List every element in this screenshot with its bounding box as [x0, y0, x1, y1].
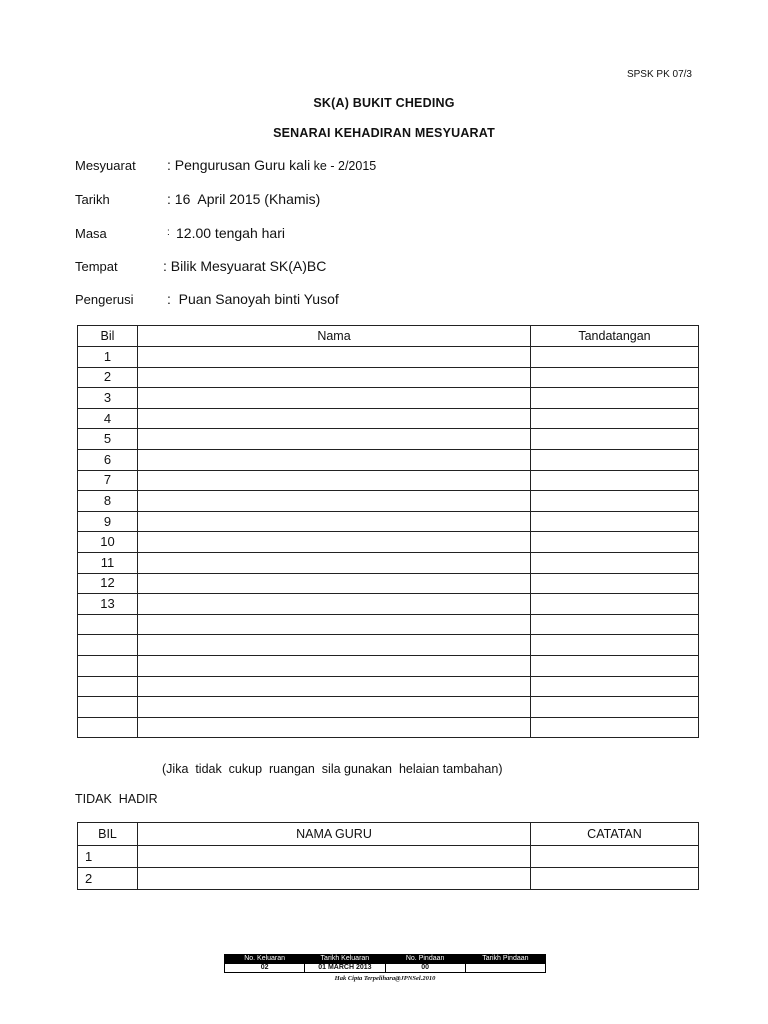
attendance-name-cell[interactable]	[138, 717, 531, 738]
attendance-bil-cell	[78, 655, 138, 676]
attendance-signature-cell[interactable]	[531, 449, 699, 470]
meta-masa	[75, 226, 675, 246]
header-bil: Bil	[78, 326, 138, 347]
attendance-signature-cell[interactable]	[531, 697, 699, 718]
attendance-signature-cell[interactable]	[531, 491, 699, 512]
attendance-bil-cell: 2	[78, 367, 138, 388]
absent-header-nama: NAMA GURU	[138, 823, 531, 846]
attendance-row	[78, 408, 699, 429]
attendance-row	[78, 655, 699, 676]
header-tandatangan: Tandatangan	[531, 326, 699, 347]
attendance-signature-cell[interactable]	[531, 408, 699, 429]
attendance-name-cell[interactable]	[138, 655, 531, 676]
absent-bil-cell: 1	[78, 846, 138, 868]
attendance-row	[78, 470, 699, 491]
attendance-bil-cell: 4	[78, 408, 138, 429]
attendance-bil-cell	[78, 635, 138, 656]
control-value-row	[225, 964, 546, 973]
attendance-name-cell[interactable]	[138, 532, 531, 553]
attendance-signature-cell[interactable]	[531, 676, 699, 697]
attendance-signature-cell[interactable]	[531, 655, 699, 676]
attendance-name-cell[interactable]	[138, 408, 531, 429]
meta-label-tarikh: Tarikh	[75, 192, 110, 207]
attendance-row	[78, 347, 699, 368]
document-title: SENARAI KEHADIRAN MESYUARAT	[273, 126, 495, 140]
meta-value-pengerusi: : Puan Sanoyah binti Yusof	[167, 291, 339, 307]
attendance-signature-cell[interactable]	[531, 532, 699, 553]
attendance-bil-cell	[78, 614, 138, 635]
absent-name-cell[interactable]	[138, 868, 531, 890]
meta-label-mesyuarat: Mesyuarat	[75, 158, 136, 173]
attendance-signature-cell[interactable]	[531, 347, 699, 368]
attendance-signature-cell[interactable]	[531, 573, 699, 594]
attendance-bil-cell: 5	[78, 429, 138, 450]
absent-row	[78, 846, 699, 868]
control-header-no-pindaan: No. Pindaan	[385, 955, 465, 964]
control-value-tarikh-pindaan	[465, 964, 545, 973]
attendance-row	[78, 491, 699, 512]
attendance-signature-cell[interactable]	[531, 429, 699, 450]
attendance-signature-cell[interactable]	[531, 388, 699, 409]
attendance-bil-cell: 11	[78, 552, 138, 573]
attendance-row	[78, 573, 699, 594]
attendance-table	[77, 325, 699, 738]
attendance-name-cell[interactable]	[138, 635, 531, 656]
attendance-bil-cell: 9	[78, 511, 138, 532]
meta-label-pengerusi: Pengerusi	[75, 292, 134, 307]
attendance-name-cell[interactable]	[138, 697, 531, 718]
attendance-bil-cell: 10	[78, 532, 138, 553]
attendance-signature-cell[interactable]	[531, 511, 699, 532]
attendance-signature-cell[interactable]	[531, 717, 699, 738]
attendance-row	[78, 594, 699, 615]
control-header-tarikh-keluaran: Tarikh Keluaran	[305, 955, 385, 964]
attendance-row	[78, 552, 699, 573]
absent-row	[78, 868, 699, 890]
absent-note-cell[interactable]	[531, 846, 699, 868]
control-value-no-pindaan: 00	[385, 964, 465, 973]
attendance-row	[78, 367, 699, 388]
attendance-signature-cell[interactable]	[531, 594, 699, 615]
attendance-row	[78, 429, 699, 450]
attendance-name-cell[interactable]	[138, 552, 531, 573]
attendance-signature-cell[interactable]	[531, 614, 699, 635]
attendance-row	[78, 449, 699, 470]
absent-section-title: TIDAK HADIR	[75, 792, 158, 806]
meta-tarikh	[75, 192, 675, 212]
attendance-bil-cell: 13	[78, 594, 138, 615]
attendance-signature-cell[interactable]	[531, 635, 699, 656]
attendance-row	[78, 388, 699, 409]
absent-name-cell[interactable]	[138, 846, 531, 868]
control-header-no-keluaran: No. Keluaran	[225, 955, 305, 964]
header-nama: Nama	[138, 326, 531, 347]
attendance-bil-cell	[78, 697, 138, 718]
attendance-bil-cell: 3	[78, 388, 138, 409]
attendance-row	[78, 697, 699, 718]
attendance-name-cell[interactable]	[138, 676, 531, 697]
school-name: SK(A) BUKIT CHEDING	[313, 96, 455, 110]
copyright-notice: Hak Cipta Terpelihara@JPNSel.2010	[334, 975, 436, 982]
extra-sheet-note: (Jika tidak cukup ruangan sila gunakan helaian tambahan)	[162, 762, 503, 776]
meta-value-mesyuarat	[167, 157, 376, 173]
absent-table	[77, 822, 699, 890]
attendance-bil-cell	[78, 676, 138, 697]
attendance-name-cell[interactable]	[138, 491, 531, 512]
document-control-table	[224, 954, 546, 973]
meta-colon-masa: :	[167, 227, 170, 238]
absent-header-catatan: CATATAN	[531, 823, 699, 846]
attendance-signature-cell[interactable]	[531, 470, 699, 491]
attendance-signature-cell[interactable]	[531, 367, 699, 388]
attendance-header-row	[78, 326, 699, 347]
attendance-name-cell[interactable]	[138, 449, 531, 470]
attendance-bil-cell: 6	[78, 449, 138, 470]
meta-value-mesyuarat-session: ke - 2/2015	[310, 159, 377, 173]
attendance-signature-cell[interactable]	[531, 552, 699, 573]
attendance-name-cell[interactable]	[138, 347, 531, 368]
attendance-row	[78, 511, 699, 532]
attendance-row	[78, 717, 699, 738]
attendance-row	[78, 532, 699, 553]
control-value-no-keluaran: 02	[225, 964, 305, 973]
attendance-name-cell[interactable]	[138, 367, 531, 388]
meta-pengerusi	[75, 292, 675, 312]
absent-note-cell[interactable]	[531, 868, 699, 890]
attendance-bil-cell: 7	[78, 470, 138, 491]
attendance-row	[78, 635, 699, 656]
attendance-bil-cell	[78, 717, 138, 738]
attendance-name-cell[interactable]	[138, 594, 531, 615]
meta-tempat	[75, 259, 675, 279]
attendance-name-cell[interactable]	[138, 388, 531, 409]
absent-bil-cell: 2	[78, 868, 138, 890]
meta-value-tempat: : Bilik Mesyuarat SK(A)BC	[163, 258, 327, 274]
attendance-name-cell[interactable]	[138, 429, 531, 450]
absent-header-bil: BIL	[78, 823, 138, 846]
attendance-name-cell[interactable]	[138, 511, 531, 532]
attendance-row	[78, 676, 699, 697]
control-header-row	[225, 955, 546, 964]
attendance-name-cell[interactable]	[138, 614, 531, 635]
absent-header-row	[78, 823, 699, 846]
meta-label-masa: Masa	[75, 226, 107, 241]
form-code: SPSK PK 07/3	[626, 69, 692, 80]
attendance-bil-cell: 12	[78, 573, 138, 594]
attendance-bil-cell: 8	[78, 491, 138, 512]
meta-label-tempat: Tempat	[75, 259, 118, 274]
meta-value-tarikh: : 16 April 2015 (Khamis)	[167, 191, 321, 207]
attendance-name-cell[interactable]	[138, 470, 531, 491]
attendance-bil-cell: 1	[78, 347, 138, 368]
attendance-name-cell[interactable]	[138, 573, 531, 594]
control-value-tarikh-keluaran: 01 MARCH 2013	[305, 964, 385, 973]
meta-mesyuarat	[75, 158, 675, 178]
meta-value-masa: 12.00 tengah hari	[176, 225, 285, 241]
meta-value-mesyuarat-main: : Pengurusan Guru kali	[167, 157, 311, 173]
attendance-row	[78, 614, 699, 635]
control-header-tarikh-pindaan: Tarikh Pindaan	[465, 955, 545, 964]
